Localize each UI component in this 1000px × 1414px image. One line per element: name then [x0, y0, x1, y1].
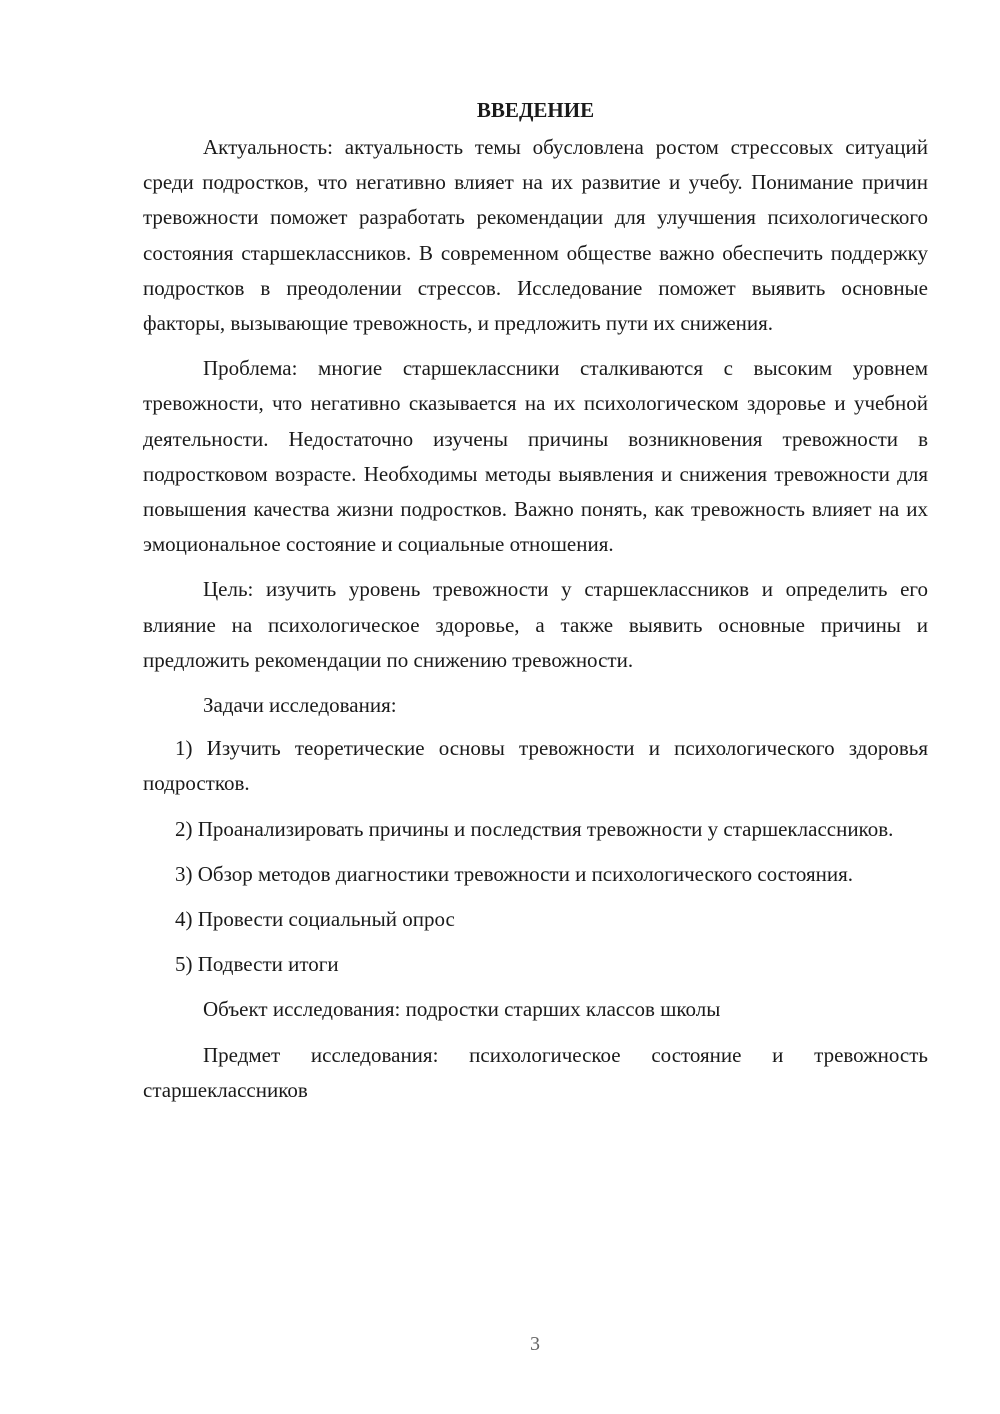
task-item-3: 3) Обзор методов диагностики тревожности и психологического состояния.	[175, 861, 854, 886]
task-item-1: 1) Изучить теоретические основы тревожности и психологического здоровья подростков.	[143, 736, 928, 796]
paragraph-problem: Проблема: многие старшеклассники сталкиваются с высоким уровнем тревожности, что негативно сказывается на их психологическом здоровье и учебной деятельности. Недостаточно изучены причины возникновения тревожности в подростковом возрасте. Необходимы методы выявления и снижения тревожности для повышения качества жизни подростков. Важно понять, как тревожность влияет на их эмоциональное состояние и социальные отношения.	[143, 356, 928, 557]
task-item-5: 5) Подвести итоги	[175, 952, 339, 977]
tasks-heading: Задачи исследования:	[203, 693, 397, 718]
document-page	[143, 92, 928, 1118]
paragraph-subject: Предмет исследования: психологическое состояние и тревожность старшеклассников	[143, 1042, 928, 1102]
paragraph-object: Объект исследования: подростки старших классов школы	[203, 997, 721, 1022]
page-title: ВВЕДЕНИЕ	[476, 98, 595, 122]
task-item-4: 4) Провести социальный опрос	[175, 907, 455, 932]
task-item-2: 2) Проанализировать причины и последствия тревожности у старшеклассников.	[175, 816, 894, 841]
page-number: 3	[530, 1333, 540, 1355]
paragraph-relevance: Актуальность: актуальность темы обусловлена ростом стрессовых ситуаций среди подростков, что негативно влияет на их развитие и учебу. Понимание причин тревожности поможет разработать рекомендации для улучшения психологического состояния старшеклассников. В современном обществе важно обеспечить поддержку подростков в преодолении стрессов. Исследование поможет выявить основные факторы, вызывающие тревожность, и предложить пути их снижения.	[143, 135, 928, 336]
paragraph-goal: Цель: изучить уровень тревожности у старшеклассников и определить его влияние на психологическое здоровье, а также выявить основные причины и предложить рекомендации по снижению тревожности.	[143, 577, 928, 672]
